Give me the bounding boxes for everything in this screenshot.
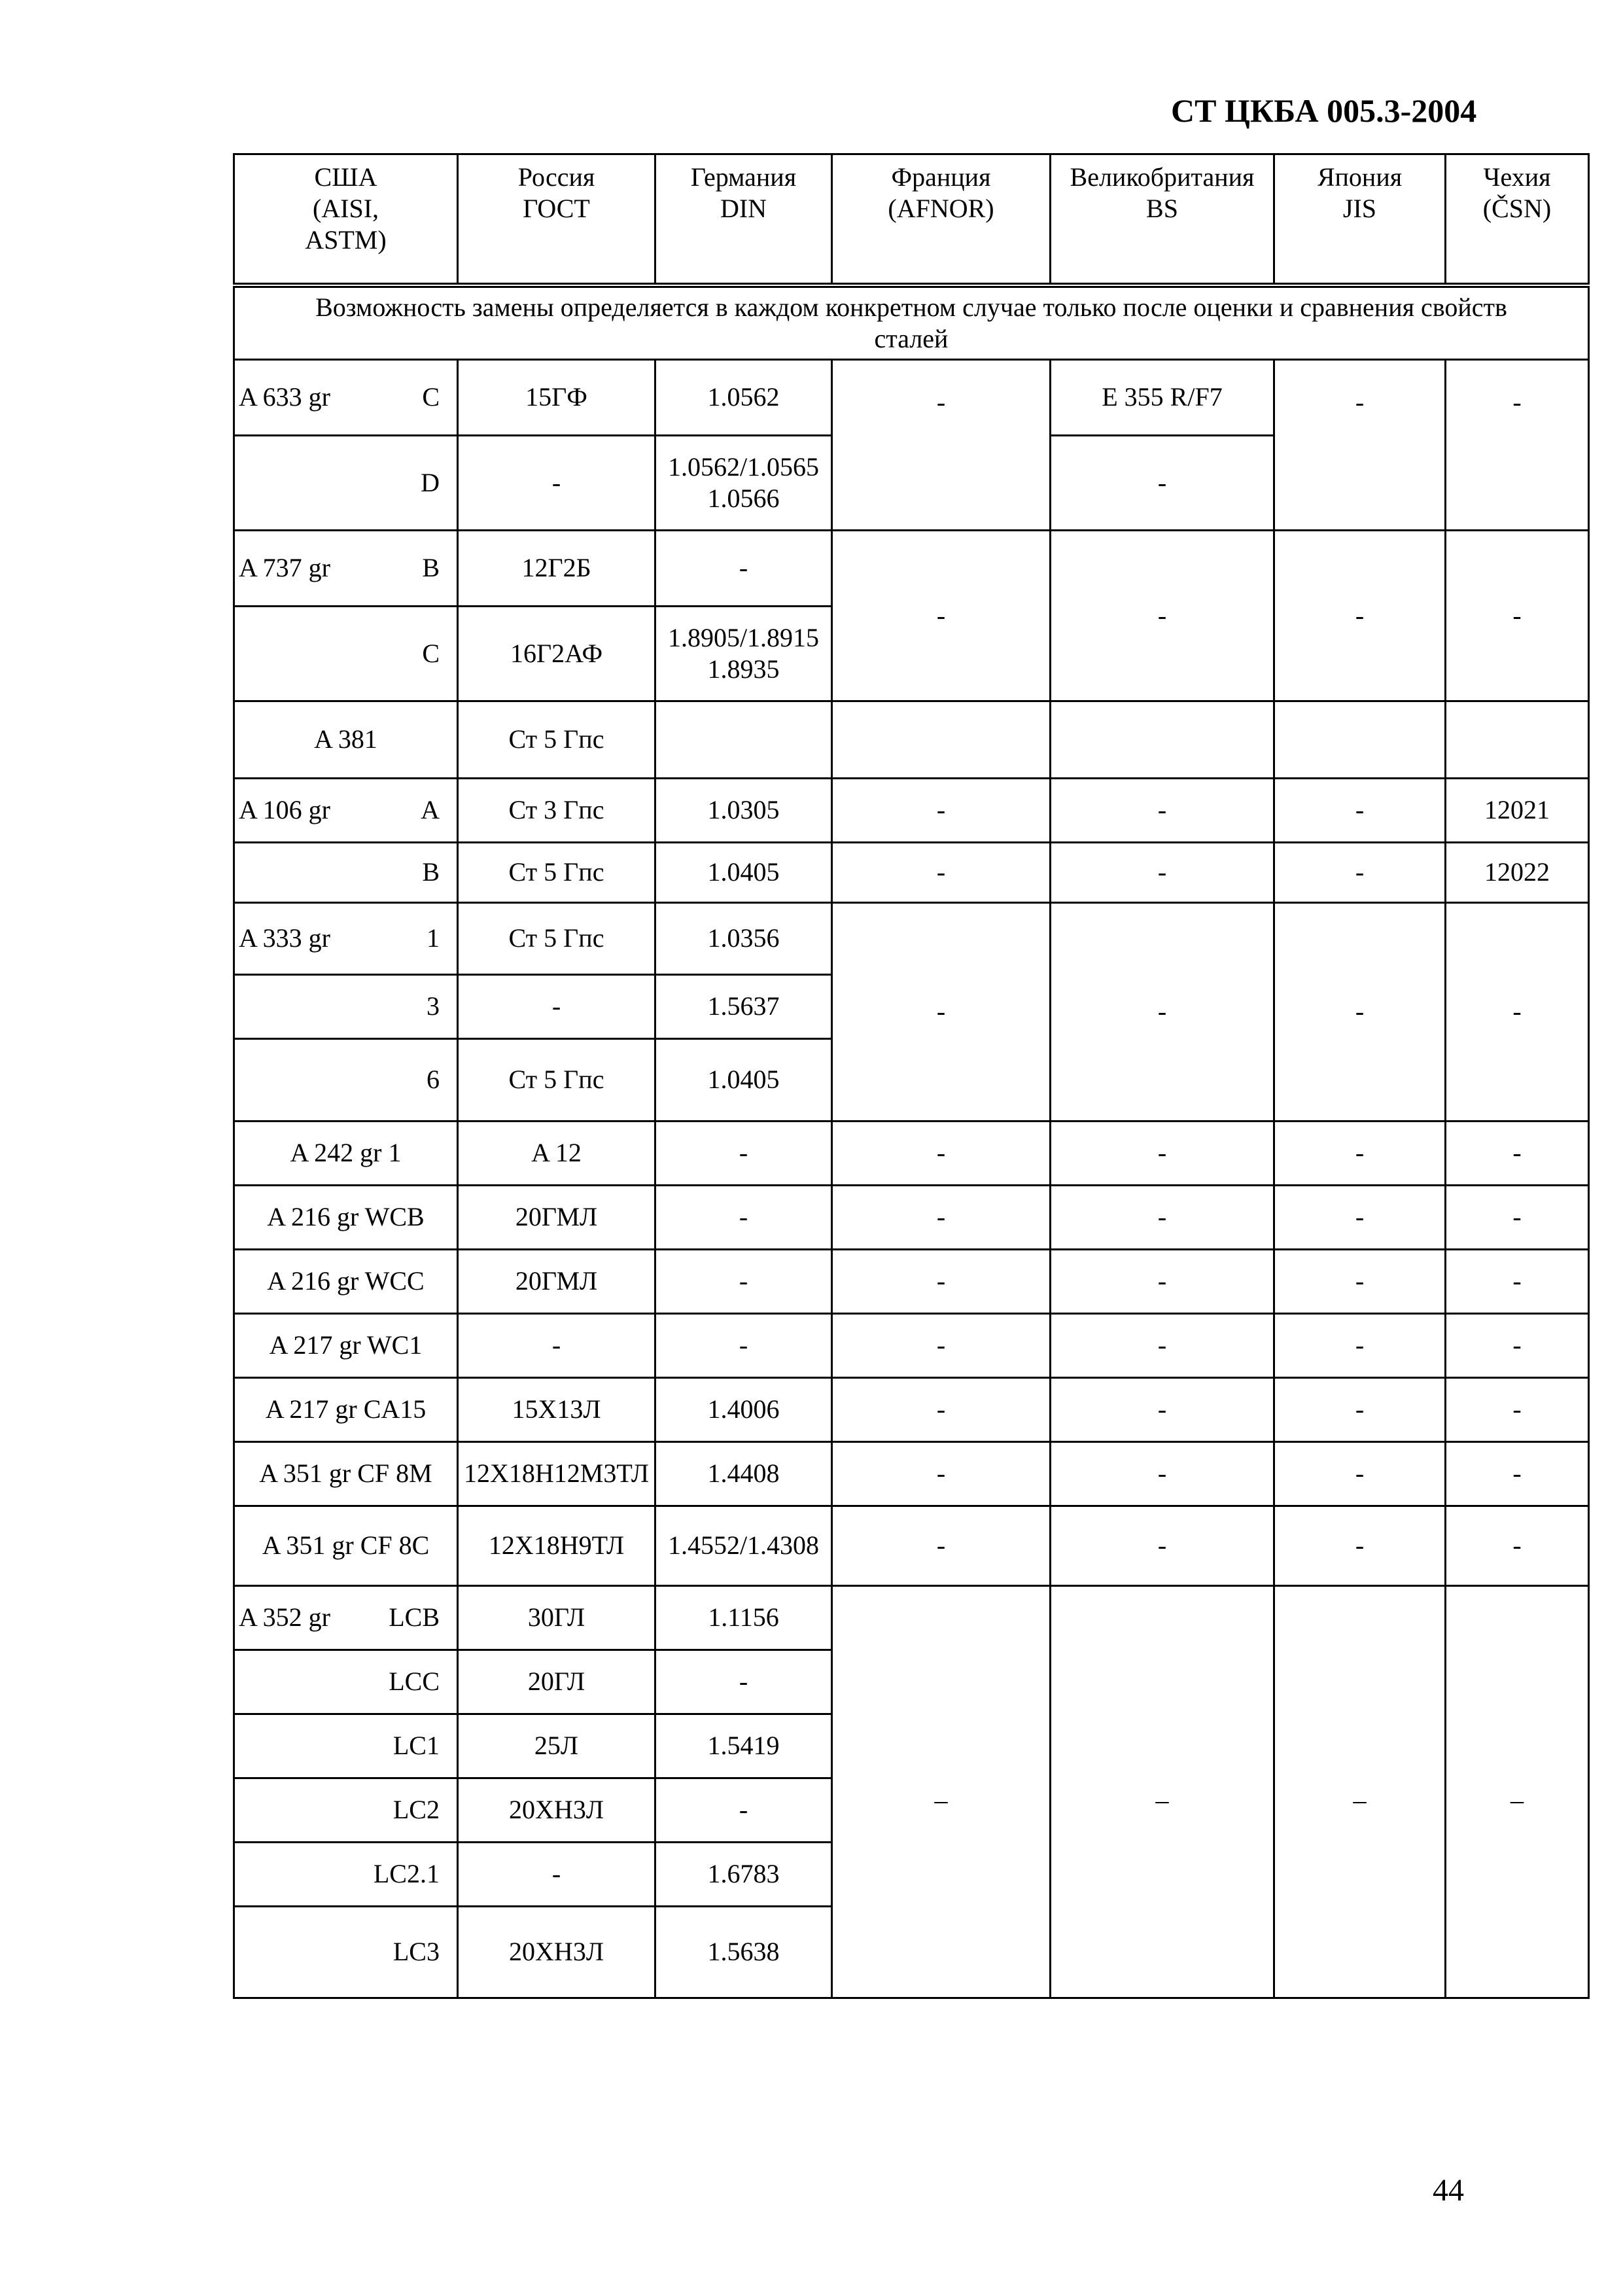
- czech-cell: -: [1446, 902, 1589, 1121]
- usa-grade: A 737 gr B: [234, 530, 458, 606]
- germany-cell: -: [655, 1650, 832, 1714]
- germany-cell: -: [655, 1313, 832, 1377]
- uk-cell: -: [1051, 842, 1274, 902]
- france-cell: -: [832, 1313, 1051, 1377]
- russia-cell: Ст 5 Гпс: [458, 842, 655, 902]
- germany-cell: 1.8905/1.8915 1.8935: [655, 606, 832, 701]
- japan-cell: -: [1274, 842, 1446, 902]
- usa-grade: A 633 gr C: [234, 359, 458, 435]
- uk-cell: -: [1051, 1313, 1274, 1377]
- germany-cell: 1.0405: [655, 842, 832, 902]
- japan-cell: -: [1274, 1377, 1446, 1441]
- steel-equivalents-table: [233, 153, 1590, 1999]
- czech-cell: -: [1446, 1249, 1589, 1313]
- czech-cell: 12021: [1446, 778, 1589, 842]
- uk-cell: -: [1051, 1249, 1274, 1313]
- usa-grade: A 333 gr 1: [234, 902, 458, 974]
- uk-cell: -: [1051, 1441, 1274, 1506]
- japan-cell: -: [1274, 359, 1446, 530]
- usa-grade: A 242 gr 1: [234, 1121, 458, 1185]
- usa-grade: A 216 gr WCB: [234, 1185, 458, 1249]
- germany-cell: 1.4006: [655, 1377, 832, 1441]
- table-row: [234, 1585, 1589, 1650]
- usa-grade: A 217 gr CA15: [234, 1377, 458, 1441]
- russia-cell: Ст 3 Гпс: [458, 778, 655, 842]
- header-france: Франция (AFNOR): [832, 154, 1051, 285]
- uk-cell: -: [1051, 1377, 1274, 1441]
- table-row: [234, 902, 1589, 974]
- france-cell: -: [832, 1249, 1051, 1313]
- russia-cell: 12Г2Б: [458, 530, 655, 606]
- table-row: [234, 842, 1589, 902]
- usa-grade: A 106 gr A: [234, 778, 458, 842]
- usa-grade: LC3: [234, 1906, 458, 1998]
- france-cell: -: [832, 1377, 1051, 1441]
- russia-cell: 12Х18Н9ТЛ: [458, 1506, 655, 1585]
- germany-cell: 1.0562/1.0565 1.0566: [655, 435, 832, 530]
- france-cell: -: [832, 359, 1051, 530]
- usa-grade: C: [234, 606, 458, 701]
- uk-cell: [1051, 701, 1274, 778]
- usa-grade: A 216 gr WCC: [234, 1249, 458, 1313]
- usa-grade: B: [234, 842, 458, 902]
- germany-cell: 1.0405: [655, 1038, 832, 1121]
- russia-cell: 16Г2АФ: [458, 606, 655, 701]
- usa-grade: LCC: [234, 1650, 458, 1714]
- czech-cell: _: [1446, 1585, 1589, 1998]
- germany-cell: -: [655, 530, 832, 606]
- russia-cell: 15ГФ: [458, 359, 655, 435]
- usa-grade: LC2.1: [234, 1842, 458, 1906]
- table-row: [234, 1377, 1589, 1441]
- france-cell: [832, 701, 1051, 778]
- note-row: [234, 285, 1589, 360]
- page-number: 44: [1433, 2173, 1464, 2208]
- russia-cell: -: [458, 435, 655, 530]
- japan-cell: -: [1274, 1441, 1446, 1506]
- table-row: [234, 778, 1589, 842]
- uk-cell: E 355 R/F7: [1051, 359, 1274, 435]
- russia-cell: 12Х18Н12М3ТЛ: [458, 1441, 655, 1506]
- uk-cell: -: [1051, 1506, 1274, 1585]
- france-cell: -: [832, 1506, 1051, 1585]
- czech-cell: 12022: [1446, 842, 1589, 902]
- table-row: [234, 1185, 1589, 1249]
- germany-cell: 1.0562: [655, 359, 832, 435]
- uk-cell: -: [1051, 530, 1274, 701]
- russia-cell: 20ХН3Л: [458, 1778, 655, 1842]
- russia-cell: Ст 5 Гпс: [458, 701, 655, 778]
- usa-grade: A 351 gr CF 8C: [234, 1506, 458, 1585]
- japan-cell: -: [1274, 1121, 1446, 1185]
- table-row: [234, 1506, 1589, 1585]
- document-code: СТ ЦКБА 005.3-2004: [1171, 92, 1477, 129]
- czech-cell: -: [1446, 359, 1589, 530]
- usa-grade: A 351 gr CF 8M: [234, 1441, 458, 1506]
- substitution-note: Возможность замены определяется в каждом конкретном случае только после оценки и сравнения свойств сталей: [234, 285, 1589, 360]
- france-cell: _: [832, 1585, 1051, 1998]
- czech-cell: -: [1446, 1185, 1589, 1249]
- france-cell: -: [832, 1441, 1051, 1506]
- russia-cell: 20ХН3Л: [458, 1906, 655, 1998]
- czech-cell: -: [1446, 530, 1589, 701]
- header-uk: Великобритания BS: [1051, 154, 1274, 285]
- usa-grade: D: [234, 435, 458, 530]
- germany-cell: -: [655, 1249, 832, 1313]
- russia-cell: 15Х13Л: [458, 1377, 655, 1441]
- usa-grade: LC1: [234, 1714, 458, 1778]
- uk-cell: -: [1051, 435, 1274, 530]
- usa-grade: 6: [234, 1038, 458, 1121]
- germany-cell: 1.4408: [655, 1441, 832, 1506]
- russia-cell: 25Л: [458, 1714, 655, 1778]
- japan-cell: _: [1274, 1585, 1446, 1998]
- czech-cell: -: [1446, 1377, 1589, 1441]
- usa-grade: 3: [234, 974, 458, 1038]
- czech-cell: -: [1446, 1441, 1589, 1506]
- header-russia: Россия ГОСТ: [458, 154, 655, 285]
- germany-cell: 1.5637: [655, 974, 832, 1038]
- usa-grade: LC2: [234, 1778, 458, 1842]
- russia-cell: Ст 5 Гпс: [458, 902, 655, 974]
- uk-cell: _: [1051, 1585, 1274, 1998]
- japan-cell: -: [1274, 1249, 1446, 1313]
- table-row: [234, 1121, 1589, 1185]
- czech-cell: -: [1446, 1121, 1589, 1185]
- uk-cell: -: [1051, 778, 1274, 842]
- russia-cell: 30ГЛ: [458, 1585, 655, 1650]
- france-cell: -: [832, 902, 1051, 1121]
- france-cell: -: [832, 530, 1051, 701]
- japan-cell: -: [1274, 1506, 1446, 1585]
- germany-cell: -: [655, 1185, 832, 1249]
- russia-cell: 20ГМЛ: [458, 1249, 655, 1313]
- germany-cell: 1.5419: [655, 1714, 832, 1778]
- header-germany: Германия DIN: [655, 154, 832, 285]
- usa-grade: A 217 gr WC1: [234, 1313, 458, 1377]
- header-japan: Япония JIS: [1274, 154, 1446, 285]
- germany-cell: [655, 701, 832, 778]
- japan-cell: -: [1274, 902, 1446, 1121]
- table-row: [234, 530, 1589, 606]
- russia-cell: Ст 5 Гпс: [458, 1038, 655, 1121]
- germany-cell: 1.0356: [655, 902, 832, 974]
- russia-cell: -: [458, 1313, 655, 1377]
- header-row: [234, 154, 1589, 285]
- germany-cell: 1.5638: [655, 1906, 832, 1998]
- header-usa: США (AISI, ASTM): [234, 154, 458, 285]
- czech-cell: -: [1446, 1506, 1589, 1585]
- usa-grade: A 381: [234, 701, 458, 778]
- france-cell: -: [832, 1185, 1051, 1249]
- header-czech: Чехия (ČSN): [1446, 154, 1589, 285]
- table-row: [234, 1249, 1589, 1313]
- germany-cell: 1.6783: [655, 1842, 832, 1906]
- russia-cell: 20ГЛ: [458, 1650, 655, 1714]
- uk-cell: -: [1051, 1185, 1274, 1249]
- russia-cell: -: [458, 974, 655, 1038]
- japan-cell: -: [1274, 530, 1446, 701]
- table-row: [234, 1441, 1589, 1506]
- japan-cell: -: [1274, 1313, 1446, 1377]
- uk-cell: -: [1051, 1121, 1274, 1185]
- france-cell: -: [832, 778, 1051, 842]
- germany-cell: -: [655, 1121, 832, 1185]
- germany-cell: 1.0305: [655, 778, 832, 842]
- russia-cell: -: [458, 1842, 655, 1906]
- germany-cell: 1.1156: [655, 1585, 832, 1650]
- czech-cell: [1446, 701, 1589, 778]
- france-cell: -: [832, 842, 1051, 902]
- france-cell: -: [832, 1121, 1051, 1185]
- russia-cell: A 12: [458, 1121, 655, 1185]
- japan-cell: -: [1274, 1185, 1446, 1249]
- germany-cell: 1.4552/1.4308: [655, 1506, 832, 1585]
- japan-cell: -: [1274, 778, 1446, 842]
- table-row: [234, 359, 1589, 435]
- usa-grade: A 352 gr LCB: [234, 1585, 458, 1650]
- germany-cell: -: [655, 1778, 832, 1842]
- czech-cell: -: [1446, 1313, 1589, 1377]
- table-row: [234, 701, 1589, 778]
- japan-cell: [1274, 701, 1446, 778]
- table-row: [234, 1313, 1589, 1377]
- russia-cell: 20ГМЛ: [458, 1185, 655, 1249]
- uk-cell: -: [1051, 902, 1274, 1121]
